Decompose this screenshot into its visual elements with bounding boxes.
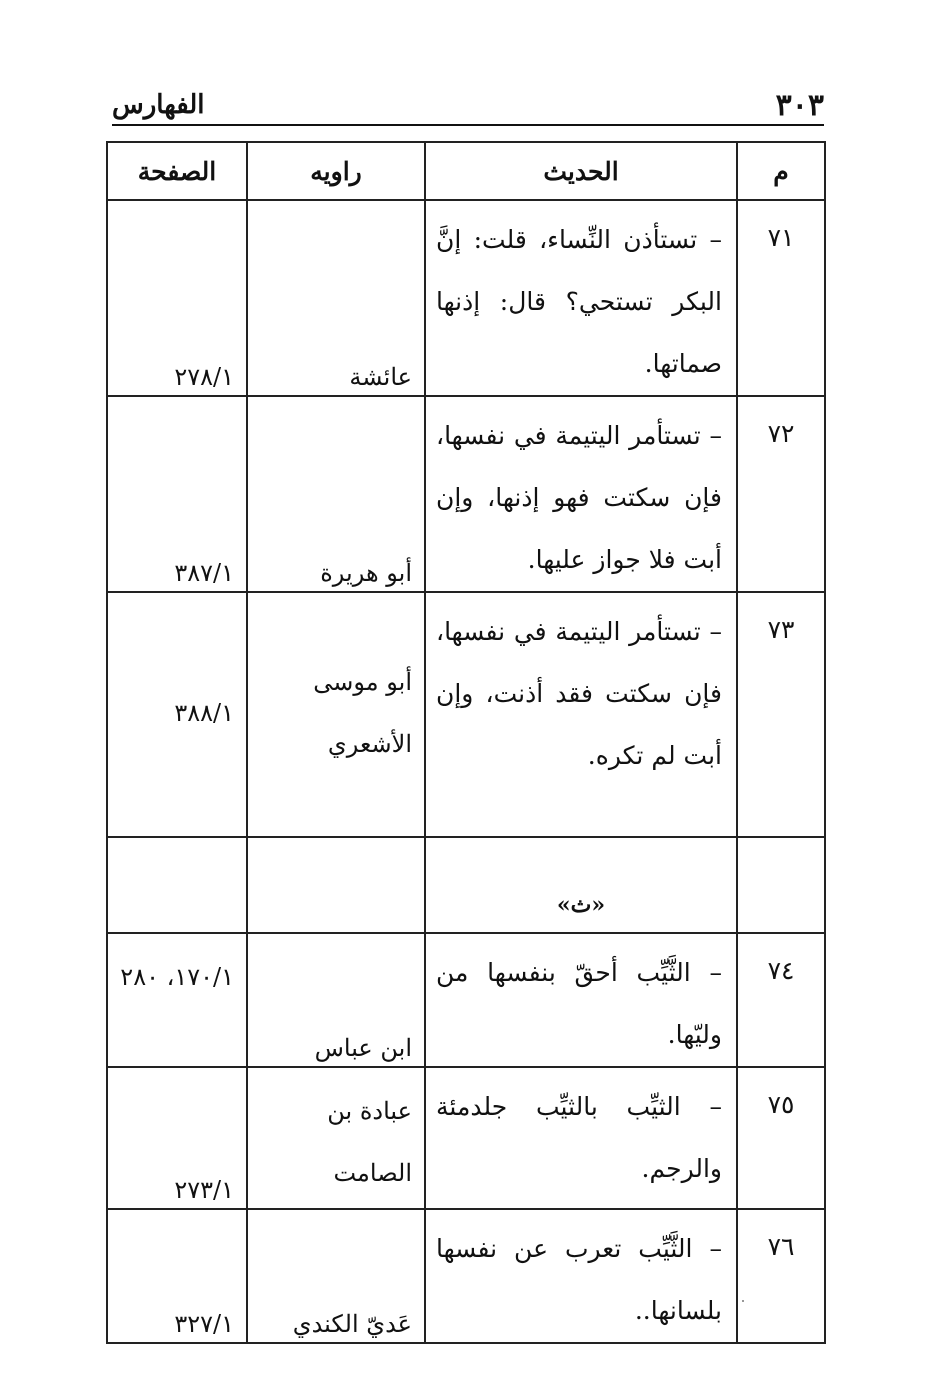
table-row xyxy=(107,592,825,837)
hadith-text: – تستأمر اليتيمة في نفسها، فإن سكتت فهو إذنها، وإن أبت فلا جواز عليها. xyxy=(425,396,737,592)
row-number: ٧٤ xyxy=(737,933,825,1067)
row-number: ٧٢ xyxy=(737,396,825,592)
page-ref: ٢٧٣/١ xyxy=(107,1067,247,1209)
row-number: ٧٣ xyxy=(737,592,825,837)
hadith-text: – تستأذن النِّساء، قلت: إنَّ البكر تستحي؟ قال: إذنها صماتها. xyxy=(425,200,737,396)
hadith-text: – تستأمر اليتيمة في نفسها، فإن سكتت فقد أذنت، وإن أبت لم تكره. xyxy=(425,592,737,837)
table-header-row xyxy=(107,142,825,200)
row-number: ٧٥ xyxy=(737,1067,825,1209)
row-number: ٧١ xyxy=(737,200,825,396)
page-number: ٣٠٣ xyxy=(775,88,824,123)
section-row xyxy=(107,837,825,933)
table-row xyxy=(107,1067,825,1209)
page-ref: ٣٨٧/١ xyxy=(107,396,247,592)
section-empty-cell xyxy=(247,837,425,933)
hadith-text: – الثيِّب بالثيِّب جلدمئة والرجم. xyxy=(425,1067,737,1209)
narrator: أبو هريرة xyxy=(247,396,425,592)
narrator: عبادة بن الصامت xyxy=(247,1067,425,1209)
column-header-page: الصفحة xyxy=(107,142,247,200)
table-row xyxy=(107,396,825,592)
table-row xyxy=(107,1209,825,1343)
page-ref: ٣٢٧/١ xyxy=(107,1209,247,1343)
page-ref: ٣٨٨/١ xyxy=(107,592,247,837)
narrator: أبو موسى الأشعري xyxy=(247,592,425,837)
column-header-narrator: راويه xyxy=(247,142,425,200)
row-number: ٧٦ xyxy=(737,1209,825,1343)
section-title: الفهارس xyxy=(112,90,205,120)
column-header-number: م xyxy=(737,142,825,200)
hadith-text: – الثَّيِّب أحقّ بنفسها من وليّها. xyxy=(425,933,737,1067)
section-letter: «ث» xyxy=(425,837,737,933)
narrator: عائشة xyxy=(247,200,425,396)
scan-speck xyxy=(742,1300,744,1302)
hadith-index-table xyxy=(106,141,826,1344)
hadith-text: – الثَّيِّب تعرب عن نفسها بلسانها.. xyxy=(425,1209,737,1343)
page-ref: ٢٧٨/١ xyxy=(107,200,247,396)
section-empty-cell xyxy=(737,837,825,933)
page-header xyxy=(112,88,824,124)
page-ref: ١٧٠/١، ٢٨٠ xyxy=(107,933,247,1067)
narrator: ابن عباس xyxy=(247,933,425,1067)
narrator: عَديّ الكندي xyxy=(247,1209,425,1343)
column-header-hadith: الحديث xyxy=(425,142,737,200)
section-empty-cell xyxy=(107,837,247,933)
table-row xyxy=(107,933,825,1067)
table-row xyxy=(107,200,825,396)
header-rule xyxy=(112,124,824,126)
